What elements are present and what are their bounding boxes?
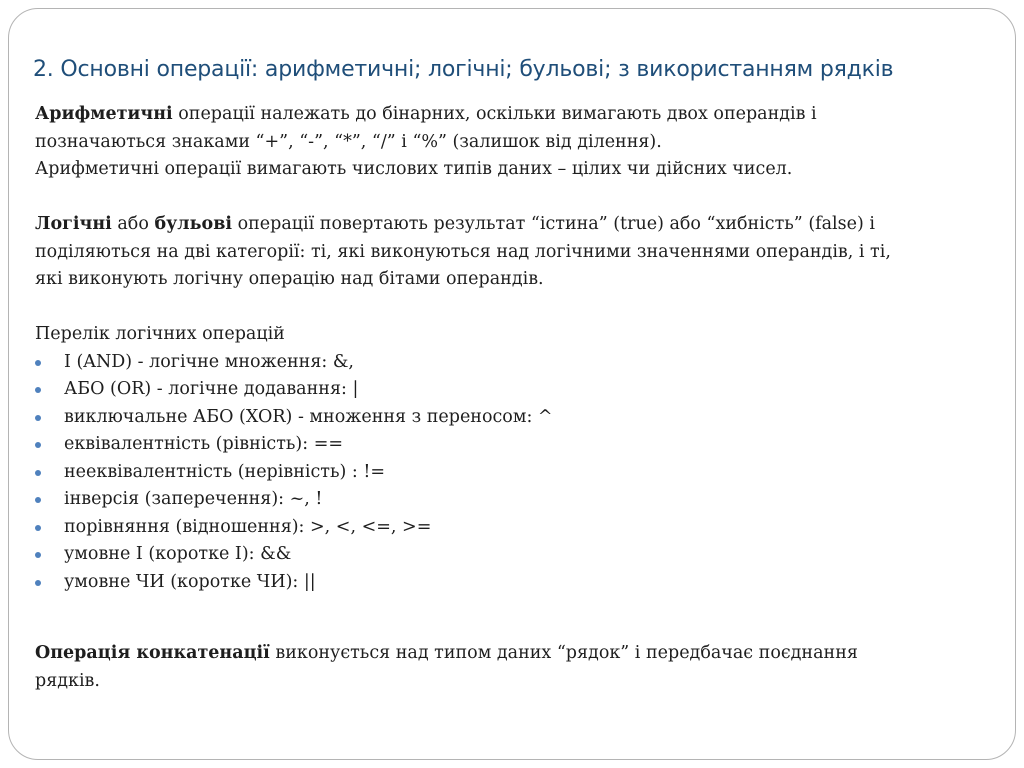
logic-middle: або <box>111 214 155 234</box>
logic-paragraph <box>35 211 995 239</box>
list-item-text: умовне ЧИ (коротке ЧИ): || <box>64 571 316 592</box>
arith-line3: Арифметичні операції вимагають числових типів даних – цілих чи дійсних чисел. <box>35 159 793 179</box>
list-item-text: умовне І (коротке І): && <box>64 544 292 564</box>
bullet-icon <box>35 580 41 586</box>
list-item <box>35 404 995 432</box>
arith-line1: операції належать до бінарних, оскільки вимагають двох операндів і <box>172 104 817 124</box>
slide-title: 2. Основні операції: арифметичні; логічні; бульові; з використанням рядків <box>33 57 894 82</box>
arith-line2: позначаються знаками “+”, “-”, “*”, “/” і “%” (залишок від ділення). <box>35 131 662 152</box>
bullet-icon <box>35 525 41 531</box>
list-item <box>35 569 995 597</box>
list-item <box>35 376 995 404</box>
concat-term: Операція конкатенації <box>35 643 270 663</box>
list-item-text: нееквівалентність (нерівність) : != <box>64 461 386 482</box>
list-item-text: І (AND) - логічне множення: &, <box>64 351 354 372</box>
list-item <box>35 349 995 377</box>
list-item-text: інверсія (заперечення): ~, ! <box>64 489 323 509</box>
slide-body <box>35 101 995 695</box>
bullet-icon <box>35 552 41 558</box>
logic-operations-list <box>35 349 995 597</box>
list-item-text: еквівалентність (рівність): == <box>64 434 344 454</box>
list-item-text: АБО (OR) - логічне додавання: | <box>64 379 359 399</box>
concat-line2: рядків. <box>35 670 100 691</box>
list-item <box>35 486 995 514</box>
list-item-text: порівняння (відношення): >, <, <=, >= <box>64 516 432 537</box>
list-item-text: виключальне АБО (XOR) - множення з переносом: ^ <box>64 406 553 427</box>
list-item <box>35 459 995 487</box>
bullet-icon <box>35 442 41 448</box>
bullet-icon <box>35 470 41 476</box>
logic-line1: операції повертають результат “істина” (true) або “хибність” (false) і <box>232 214 875 234</box>
boolean-term: бульові <box>154 214 233 234</box>
bullet-icon <box>35 497 41 503</box>
concat-line1: виконується над типом даних “рядок” і передбачає поєднання <box>269 643 858 663</box>
logic-line2: поділяються на дві категорії: ті, які виконуються над логічними значеннями операндів, і ті, <box>35 241 891 262</box>
bullet-icon <box>35 360 41 366</box>
list-heading: Перелік логічних операцій <box>35 324 285 344</box>
arith-paragraph <box>35 101 995 129</box>
bullet-icon <box>35 415 41 421</box>
bullet-icon <box>35 387 41 393</box>
arith-term: Арифметичні <box>35 104 173 124</box>
list-item <box>35 514 995 542</box>
list-item <box>35 541 995 569</box>
concat-paragraph <box>35 640 995 668</box>
logic-line3: які виконують логічну операцію над бітами операндів. <box>35 269 544 289</box>
list-item <box>35 431 995 459</box>
logic-term: Логічні <box>35 214 112 234</box>
